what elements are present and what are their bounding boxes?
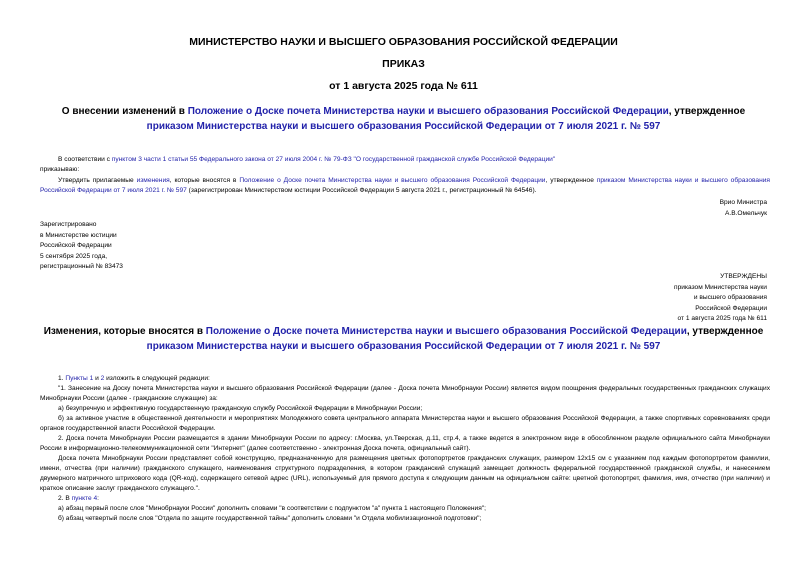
- order-paragraph: [40, 176, 770, 196]
- approved-line-3: и высшего образования: [693, 294, 767, 301]
- registration-line-1: Зарегистрировано: [40, 221, 97, 228]
- order-text-2: , которые вносятся в: [169, 177, 240, 184]
- item-1-link-points[interactable]: Пункты 1: [65, 375, 94, 382]
- title-link-order[interactable]: приказом Министерства науки и высшего образования Российской Федерации от 7 июля 2021 г. № 597: [146, 121, 661, 132]
- registration-block: [40, 220, 123, 273]
- title2-link-regulation[interactable]: Положение о Доске почета Министерства науки и высшего образования Российской Федерации: [205, 326, 687, 337]
- paragraph-5: 2. Доска почета Минобрнауки России размещается в здании Минобрнауки России по адресу: г.Москва, ул.Тверская, д.11, стр.4, а также ведется в электронном виде в обособленном разделе официального сайта Минобрнауки России в информационно-телекоммуникационной сети "Интернет" (далее соответственно - электронная Доска почета, официальный сайт).: [40, 435, 770, 452]
- preamble-order-word: приказываю:: [40, 166, 80, 173]
- approved-line-2: приказом Министерства науки: [674, 283, 767, 291]
- item-1-rest: изложить в следующей редакции:: [104, 375, 210, 382]
- changes-title: [40, 324, 767, 354]
- changes-body: [40, 374, 770, 524]
- signature-name: А.В.Омельчук: [724, 209, 767, 217]
- date-number-heading: от 1 августа 2025 года № 611: [329, 80, 478, 92]
- paragraph-6: Доска почета Минобрнауки России представляет собой конструкцию, предназначенную для размещения цветных фотопортретов гражданских служащих, размером 12x15 см с указанием под каждым фотопортретом фамилии, имени, отчества (при наличии) гражданского служащего, наименования структурного подразделения, в котором гражданский служащий замещает должность федеральной государственной гражданской службы, и нанесением двумерного матричного штрихового кода (QR-код), содержащего сетевой адрес (URL), используемый для прямого доступа к следующим данным на официальном сайте: цветной фотопортрет, фамилия, имя, отчество (при наличии) и краткое описание заслуг гражданского служащего.".: [40, 455, 770, 492]
- item-2-num: 2. В: [58, 495, 72, 502]
- preamble: [40, 155, 770, 175]
- paragraph-8: а) абзац первый после слов "Минобрнауки России" дополнить словами "в соответствии с подпунктом "а" пункта 1 настоящего Положения";: [58, 505, 486, 512]
- title2-link-order[interactable]: приказом Министерства науки и высшего образования Российской Федерации от 7 июля 2021 г. № 597: [146, 341, 661, 352]
- item-1-num: 1.: [58, 375, 66, 382]
- paragraph-2: "1. Занесение на Доску почета Министерства науки и высшего образования Российской Федерации (далее - Доска почета Минобрнауки России) является видом поощрения федеральных государственных гражданских служащих Минобрнауки России (далее - гражданские служащие) за:: [40, 385, 770, 402]
- order-text-1: Утвердить прилагаемые: [58, 177, 137, 184]
- title2-text-1: Изменения, которые вносятся в: [43, 326, 206, 337]
- item-1: [40, 374, 770, 384]
- order-link-changes[interactable]: изменения: [136, 177, 170, 184]
- paragraph-9: б) абзац четвертый после слов "Отдела по защите государственной тайны" дополнить словами "и Отдела мобилизационной подготовки";: [58, 515, 482, 522]
- approved-line-5: от 1 августа 2025 года № 611: [677, 315, 767, 322]
- order-link-order[interactable]: приказом Министерства науки и высшего образования Российской Федерации от 7 июля 2021 г. № 597: [40, 177, 770, 194]
- signature-block: [720, 198, 767, 219]
- item-2-rest: :: [97, 495, 99, 502]
- approved-line-1: УТВЕРЖДЕНЫ: [720, 273, 767, 280]
- registration-line-5: регистрационный № 83473: [40, 263, 123, 270]
- approved-block: [674, 272, 767, 325]
- order-text-3: , утвержденное: [545, 177, 597, 184]
- order-link-regulation[interactable]: Положение о Доске почета Министерства науки и высшего образования Российской Федерации: [239, 177, 546, 184]
- title-text-2: , утвержденное: [668, 106, 746, 117]
- order-title: [40, 104, 767, 134]
- ministry-heading: МИНИСТЕРСТВО НАУКИ И ВЫСШЕГО ОБРАЗОВАНИЯ РОССИЙСКОЙ ФЕДЕРАЦИИ: [189, 36, 618, 48]
- paragraph-3: а) безупречную и эффективную государственную гражданскую службу Российской Федерации в Минобрнауки России;: [58, 405, 423, 412]
- registration-line-4: 5 сентября 2025 года,: [40, 252, 108, 260]
- preamble-text: В соответствии с: [58, 156, 112, 163]
- registration-line-3: Российской Федерации: [40, 242, 112, 249]
- title-text-1: О внесении изменений в: [61, 106, 188, 117]
- order-text-4: (зарегистрирован Министерством юстиции Российской Федерации 5 августа 2021 г., регистрационный № 64546).: [186, 187, 537, 194]
- paragraph-4: б) за активное участие в общественной деятельности и мероприятиях Молодежного совета центрального аппарата Министерства науки и высшего образования Российской Федерации, а также спортивных соревнованиях среди органов государственной власти Российской Федерации.: [40, 415, 770, 432]
- doc-type-heading: ПРИКАЗ: [382, 58, 425, 70]
- item-2-link-point-4[interactable]: пункте 4: [71, 495, 98, 502]
- title2-text-2: , утвержденное: [686, 326, 764, 337]
- item-1-link-2[interactable]: 2: [100, 375, 105, 382]
- item-1-and: и: [93, 375, 101, 382]
- signature-role: Врио Министра: [719, 199, 767, 206]
- registration-line-2: в Министерстве юстиции: [40, 231, 117, 239]
- item-2: [40, 494, 770, 504]
- title-link-regulation[interactable]: Положение о Доске почета Министерства науки и высшего образования Российской Федерации: [187, 106, 669, 117]
- preamble-law-link[interactable]: пунктом 3 части 1 статьи 55 Федерального закона от 27 июля 2004 г. № 79-ФЗ "О государственной гражданской службе Российской Федерации": [111, 156, 556, 163]
- approved-line-4: Российской Федерации: [695, 304, 767, 312]
